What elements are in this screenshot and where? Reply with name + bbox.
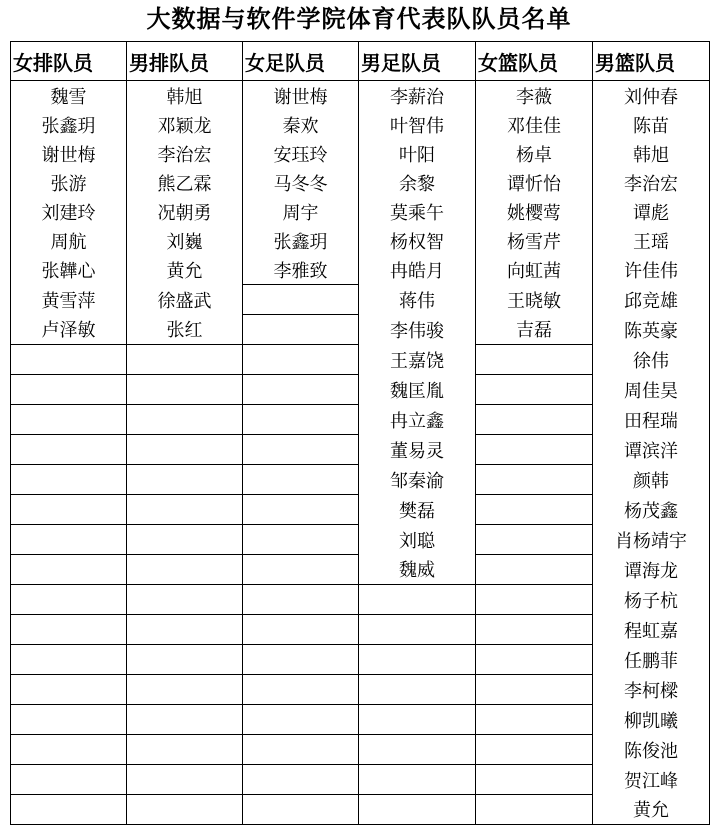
- empty-cell: [243, 465, 359, 495]
- empty-cell: [243, 555, 359, 585]
- member-cell: 刘聪: [359, 525, 476, 555]
- empty-cell: [11, 585, 127, 615]
- empty-cell: [476, 465, 593, 495]
- member-cell: 李治宏: [127, 139, 243, 168]
- empty-cell: [359, 585, 476, 615]
- table-row: [11, 226, 710, 255]
- empty-cell: [243, 525, 359, 555]
- member-cell: 杨权智: [359, 226, 476, 255]
- table-row: [11, 675, 710, 705]
- empty-cell: [11, 495, 127, 525]
- member-cell: 杨卓: [476, 139, 593, 168]
- column-header: 女足队员: [243, 42, 359, 81]
- table-row: [11, 585, 710, 615]
- member-cell: 李雅致: [243, 255, 359, 285]
- empty-cell: [243, 765, 359, 795]
- empty-cell: [243, 615, 359, 645]
- member-cell: 黄允: [593, 795, 710, 825]
- empty-cell: [476, 495, 593, 525]
- empty-cell: [243, 585, 359, 615]
- member-cell: 徐伟: [593, 345, 710, 375]
- member-cell: 冉立鑫: [359, 405, 476, 435]
- member-cell: 黄允: [127, 255, 243, 285]
- empty-cell: [359, 795, 476, 825]
- empty-cell: [127, 795, 243, 825]
- empty-cell: [127, 465, 243, 495]
- member-cell: 杨雪芹: [476, 226, 593, 255]
- member-cell: 莫乘午: [359, 197, 476, 226]
- empty-cell: [11, 645, 127, 675]
- table-row: [11, 495, 710, 525]
- empty-cell: [476, 585, 593, 615]
- empty-cell: [11, 435, 127, 465]
- table-row: [11, 197, 710, 226]
- table-row: [11, 465, 710, 495]
- empty-cell: [127, 345, 243, 375]
- member-cell: 韩旭: [593, 139, 710, 168]
- member-cell: 李伟骏: [359, 315, 476, 345]
- empty-cell: [243, 345, 359, 375]
- empty-cell: [243, 375, 359, 405]
- member-cell: 樊磊: [359, 495, 476, 525]
- empty-cell: [11, 795, 127, 825]
- member-cell: 张鑫玥: [243, 226, 359, 255]
- member-cell: 吉磊: [476, 315, 593, 345]
- empty-cell: [11, 465, 127, 495]
- empty-cell: [359, 675, 476, 705]
- empty-cell: [243, 795, 359, 825]
- table-row: [11, 795, 710, 825]
- roster-body: [11, 81, 710, 825]
- empty-cell: [11, 375, 127, 405]
- member-cell: 张韡心: [11, 255, 127, 285]
- member-cell: 杨子杭: [593, 585, 710, 615]
- member-cell: 徐盛武: [127, 285, 243, 315]
- member-cell: 叶智伟: [359, 110, 476, 139]
- empty-cell: [476, 795, 593, 825]
- member-cell: 魏威: [359, 555, 476, 585]
- empty-cell: [359, 615, 476, 645]
- member-cell: 王嘉饶: [359, 345, 476, 375]
- member-cell: 张红: [127, 315, 243, 345]
- member-cell: 田程瑞: [593, 405, 710, 435]
- table-row: [11, 735, 710, 765]
- empty-cell: [127, 555, 243, 585]
- table-row: [11, 315, 710, 345]
- member-cell: 王瑶: [593, 226, 710, 255]
- empty-cell: [11, 405, 127, 435]
- member-cell: 魏匡胤: [359, 375, 476, 405]
- empty-cell: [127, 765, 243, 795]
- empty-cell: [11, 615, 127, 645]
- member-cell: 邓颖龙: [127, 110, 243, 139]
- member-cell: 卢泽敏: [11, 315, 127, 345]
- empty-cell: [11, 765, 127, 795]
- table-row: [11, 81, 710, 111]
- empty-cell: [11, 555, 127, 585]
- member-cell: 况朝勇: [127, 197, 243, 226]
- page-title: 大数据与软件学院体育代表队队员名单: [146, 4, 572, 33]
- empty-cell: [243, 495, 359, 525]
- roster-table: [10, 41, 710, 825]
- empty-cell: [127, 585, 243, 615]
- member-cell: 肖杨靖宇: [593, 525, 710, 555]
- member-cell: 邓佳佳: [476, 110, 593, 139]
- member-cell: 谭忻怡: [476, 168, 593, 197]
- column-header: 女篮队员: [476, 42, 593, 81]
- member-cell: 陈英豪: [593, 315, 710, 345]
- empty-cell: [359, 765, 476, 795]
- empty-cell: [127, 675, 243, 705]
- member-cell: 熊乙霖: [127, 168, 243, 197]
- member-cell: 谢世梅: [243, 81, 359, 111]
- table-row: [11, 375, 710, 405]
- empty-cell: [476, 405, 593, 435]
- member-cell: 谭彪: [593, 197, 710, 226]
- table-row: [11, 285, 710, 315]
- empty-cell: [243, 735, 359, 765]
- member-cell: 蒋伟: [359, 285, 476, 315]
- member-cell: 冉皓月: [359, 255, 476, 285]
- member-cell: 王晓敏: [476, 285, 593, 315]
- member-cell: 谭滨洋: [593, 435, 710, 465]
- column-header: 男篮队员: [593, 42, 710, 81]
- member-cell: 李薪治: [359, 81, 476, 111]
- table-row: [11, 645, 710, 675]
- column-header: 男排队员: [127, 42, 243, 81]
- empty-cell: [243, 675, 359, 705]
- member-cell: 杨茂鑫: [593, 495, 710, 525]
- member-cell: 任鹏菲: [593, 645, 710, 675]
- member-cell: 姚樱莺: [476, 197, 593, 226]
- member-cell: 谢世梅: [11, 139, 127, 168]
- member-cell: 向虹茜: [476, 255, 593, 285]
- empty-cell: [243, 645, 359, 675]
- member-cell: 张鑫玥: [11, 110, 127, 139]
- empty-cell: [11, 525, 127, 555]
- member-cell: 陈苗: [593, 110, 710, 139]
- empty-cell: [476, 645, 593, 675]
- empty-cell: [476, 765, 593, 795]
- column-header: 男足队员: [359, 42, 476, 81]
- table-row: [11, 168, 710, 197]
- member-cell: 邹秦渝: [359, 465, 476, 495]
- member-cell: 柳凯曦: [593, 705, 710, 735]
- empty-cell: [127, 615, 243, 645]
- empty-cell: [476, 615, 593, 645]
- member-cell: 黄雪萍: [11, 285, 127, 315]
- member-cell: 叶阳: [359, 139, 476, 168]
- member-cell: 刘仲春: [593, 81, 710, 111]
- empty-cell: [127, 375, 243, 405]
- empty-cell: [476, 435, 593, 465]
- table-row: [11, 345, 710, 375]
- empty-cell: [127, 435, 243, 465]
- table-row: [11, 765, 710, 795]
- member-cell: 陈俊池: [593, 735, 710, 765]
- member-cell: 秦欢: [243, 110, 359, 139]
- table-row: [11, 255, 710, 285]
- empty-cell: [476, 525, 593, 555]
- empty-cell: [359, 645, 476, 675]
- empty-cell: [243, 285, 359, 315]
- member-cell: 周佳昊: [593, 375, 710, 405]
- member-cell: 贺江峰: [593, 765, 710, 795]
- member-cell: 程虹嘉: [593, 615, 710, 645]
- empty-cell: [476, 705, 593, 735]
- table-row: [11, 615, 710, 645]
- empty-cell: [476, 555, 593, 585]
- empty-cell: [359, 735, 476, 765]
- empty-cell: [11, 675, 127, 705]
- member-cell: 李柯樑: [593, 675, 710, 705]
- member-cell: 李薇: [476, 81, 593, 111]
- member-cell: 董易灵: [359, 435, 476, 465]
- member-cell: 马冬冬: [243, 168, 359, 197]
- member-cell: 许佳伟: [593, 255, 710, 285]
- empty-cell: [243, 315, 359, 345]
- table-row: [11, 555, 710, 585]
- member-cell: 魏雪: [11, 81, 127, 111]
- empty-cell: [243, 705, 359, 735]
- empty-cell: [127, 405, 243, 435]
- empty-cell: [127, 645, 243, 675]
- member-cell: 周宇: [243, 197, 359, 226]
- member-cell: 周航: [11, 226, 127, 255]
- empty-cell: [359, 705, 476, 735]
- table-row: [11, 525, 710, 555]
- member-cell: 邱竞雄: [593, 285, 710, 315]
- table-row: [11, 110, 710, 139]
- empty-cell: [11, 345, 127, 375]
- empty-cell: [11, 705, 127, 735]
- empty-cell: [243, 405, 359, 435]
- empty-cell: [127, 705, 243, 735]
- member-cell: 刘巍: [127, 226, 243, 255]
- member-cell: 安珏玲: [243, 139, 359, 168]
- header-row: [11, 42, 710, 81]
- table-row: [11, 139, 710, 168]
- empty-cell: [11, 735, 127, 765]
- column-header: 女排队员: [11, 42, 127, 81]
- empty-cell: [476, 735, 593, 765]
- member-cell: 韩旭: [127, 81, 243, 111]
- member-cell: 颜韩: [593, 465, 710, 495]
- empty-cell: [127, 735, 243, 765]
- empty-cell: [127, 525, 243, 555]
- table-row: [11, 405, 710, 435]
- empty-cell: [476, 345, 593, 375]
- member-cell: 余黎: [359, 168, 476, 197]
- empty-cell: [476, 375, 593, 405]
- member-cell: 李治宏: [593, 168, 710, 197]
- member-cell: 刘建玲: [11, 197, 127, 226]
- empty-cell: [243, 435, 359, 465]
- member-cell: 张游: [11, 168, 127, 197]
- empty-cell: [127, 495, 243, 525]
- member-cell: 谭海龙: [593, 555, 710, 585]
- empty-cell: [476, 675, 593, 705]
- table-row: [11, 705, 710, 735]
- table-row: [11, 435, 710, 465]
